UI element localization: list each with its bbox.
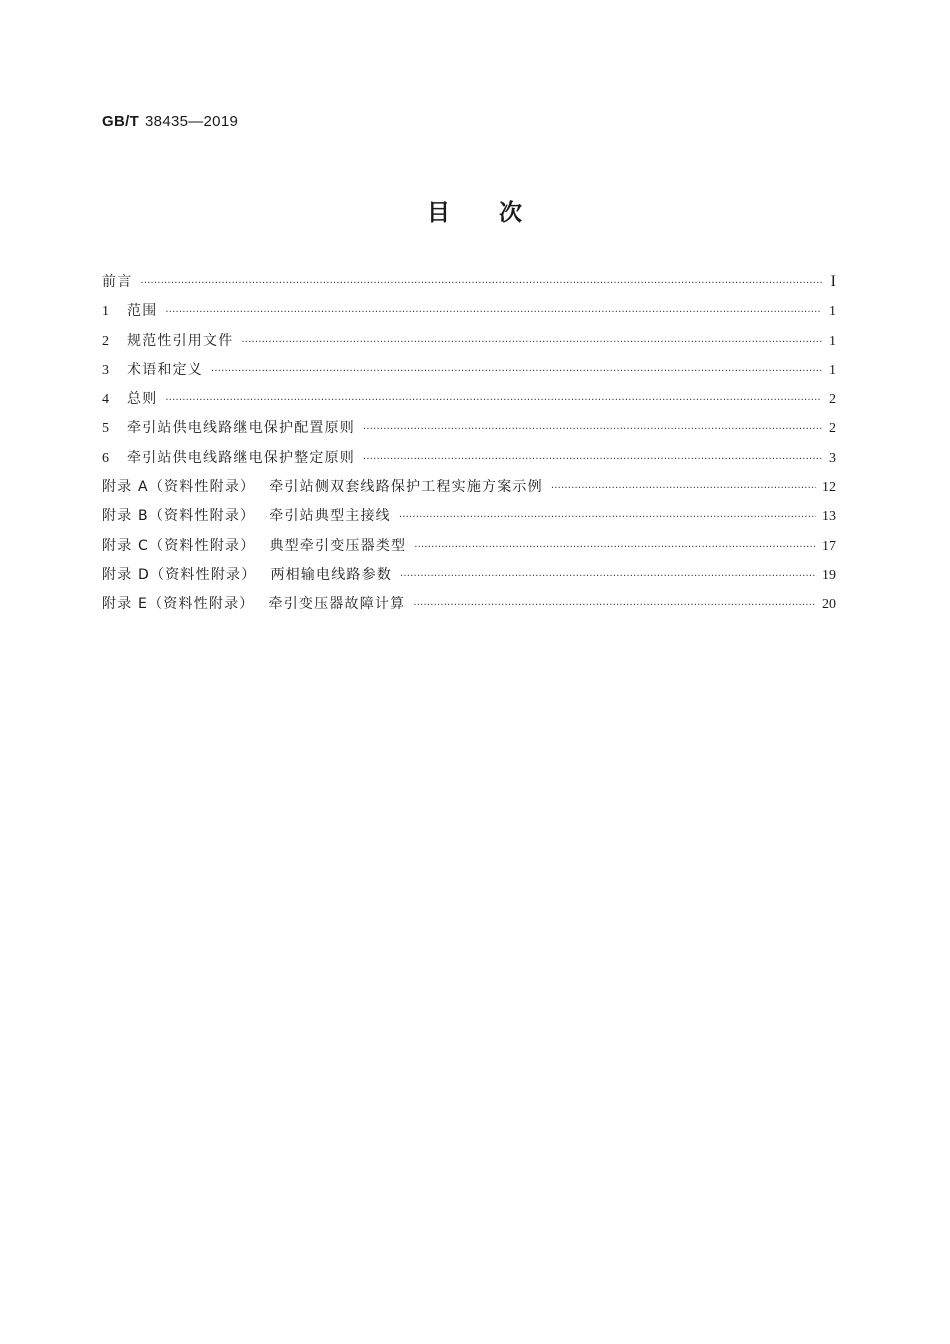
toc-entry-index: 6 — [102, 450, 109, 466]
toc-page-number: 1 — [829, 362, 836, 378]
toc-entry-label — [102, 388, 157, 408]
toc-entry-label — [102, 300, 157, 320]
toc-entry-title: 两相输电线路参数 — [270, 566, 393, 583]
toc-entry-foreword[interactable] — [102, 271, 836, 300]
toc-entry-index: 2 — [102, 333, 109, 349]
toc-page-number: 19 — [822, 567, 836, 583]
toc-entry-title: 牵引站供电线路继电保护配置原则 — [127, 420, 355, 437]
toc-entry-label — [102, 447, 355, 467]
toc-entry-label — [102, 505, 391, 525]
toc-entry-title: 典型牵引变压器类型 — [269, 537, 407, 554]
toc-entry-label — [102, 417, 355, 437]
toc-entry-title: 牵引站侧双套线路保护工程实施方案示例 — [269, 479, 543, 496]
toc-entry-clause-1[interactable] — [102, 300, 836, 329]
toc-entry-label — [102, 359, 203, 379]
toc-leader-dots — [400, 571, 816, 582]
toc-entry-annex-c[interactable] — [102, 535, 836, 564]
toc-entry-label — [102, 271, 132, 291]
toc-entry-clause-6[interactable] — [102, 447, 836, 476]
toc-page-number: 12 — [822, 480, 836, 496]
table-of-contents — [102, 271, 836, 623]
toc-entry-label — [102, 564, 392, 584]
toc-page-number: 13 — [822, 509, 836, 525]
toc-entry-title: 牵引站典型主接线 — [269, 508, 391, 525]
toc-entry-annex-d[interactable] — [102, 564, 836, 593]
standard-code — [102, 113, 238, 130]
toc-heading-char-2: 次 — [499, 200, 523, 226]
toc-entry-index: 附录 A（资料性附录） — [102, 479, 256, 496]
toc-entry-index: 1 — [102, 304, 109, 320]
toc-leader-dots — [241, 337, 822, 348]
toc-entry-clause-4[interactable] — [102, 388, 836, 417]
toc-entry-title: 牵引变压器故障计算 — [268, 596, 406, 613]
toc-entry-title: 前言 — [102, 274, 133, 290]
toc-leader-dots — [413, 600, 816, 611]
toc-entry-clause-2[interactable] — [102, 330, 836, 359]
toc-entry-title: 范围 — [127, 303, 158, 320]
toc-leader-dots — [363, 454, 822, 465]
toc-entry-label — [102, 593, 405, 613]
toc-page-number: 2 — [829, 421, 836, 437]
toc-leader-dots — [165, 307, 822, 318]
toc-entry-clause-3[interactable] — [102, 359, 836, 388]
toc-leader-dots — [165, 395, 822, 406]
toc-entry-index: 5 — [102, 421, 109, 437]
toc-entry-index: 4 — [102, 392, 109, 408]
toc-page-number: 2 — [829, 392, 836, 408]
toc-heading-char-1: 目 — [427, 200, 451, 226]
toc-page-number: 17 — [822, 538, 836, 554]
toc-entry-annex-e[interactable] — [102, 593, 836, 622]
toc-leader-dots — [140, 278, 822, 289]
toc-entry-title: 牵引站供电线路继电保护整定原则 — [127, 449, 355, 466]
toc-page-number: 1 — [829, 304, 836, 320]
toc-entry-label — [102, 476, 543, 496]
standard-number: 38435—2019 — [145, 113, 239, 130]
toc-entry-label — [102, 330, 233, 350]
toc-page-number: 3 — [829, 450, 836, 466]
toc-entry-title: 术语和定义 — [127, 361, 203, 378]
toc-entry-index: 附录 C（资料性附录） — [102, 537, 256, 554]
toc-entry-clause-5[interactable] — [102, 417, 836, 446]
toc-leader-dots — [363, 424, 822, 435]
toc-entry-annex-b[interactable] — [102, 505, 836, 534]
toc-page-number: 1 — [829, 333, 836, 349]
toc-heading — [0, 194, 950, 227]
toc-entry-index: 附录 B（资料性附录） — [102, 508, 256, 525]
toc-entry-title: 总则 — [127, 391, 158, 408]
toc-leader-dots — [414, 542, 816, 553]
toc-leader-dots — [551, 483, 816, 494]
toc-entry-label — [102, 535, 406, 555]
toc-entry-index: 附录 D（资料性附录） — [102, 566, 257, 583]
standard-prefix: GB/T — [102, 113, 140, 130]
toc-entry-index: 附录 E（资料性附录） — [102, 596, 255, 613]
toc-entry-title: 规范性引用文件 — [127, 332, 234, 349]
toc-entry-index: 3 — [102, 362, 109, 378]
toc-page-number: 20 — [822, 597, 836, 613]
toc-leader-dots — [399, 512, 816, 523]
toc-page-number: I — [830, 273, 836, 290]
toc-entry-annex-a[interactable] — [102, 476, 836, 505]
toc-leader-dots — [211, 366, 822, 377]
